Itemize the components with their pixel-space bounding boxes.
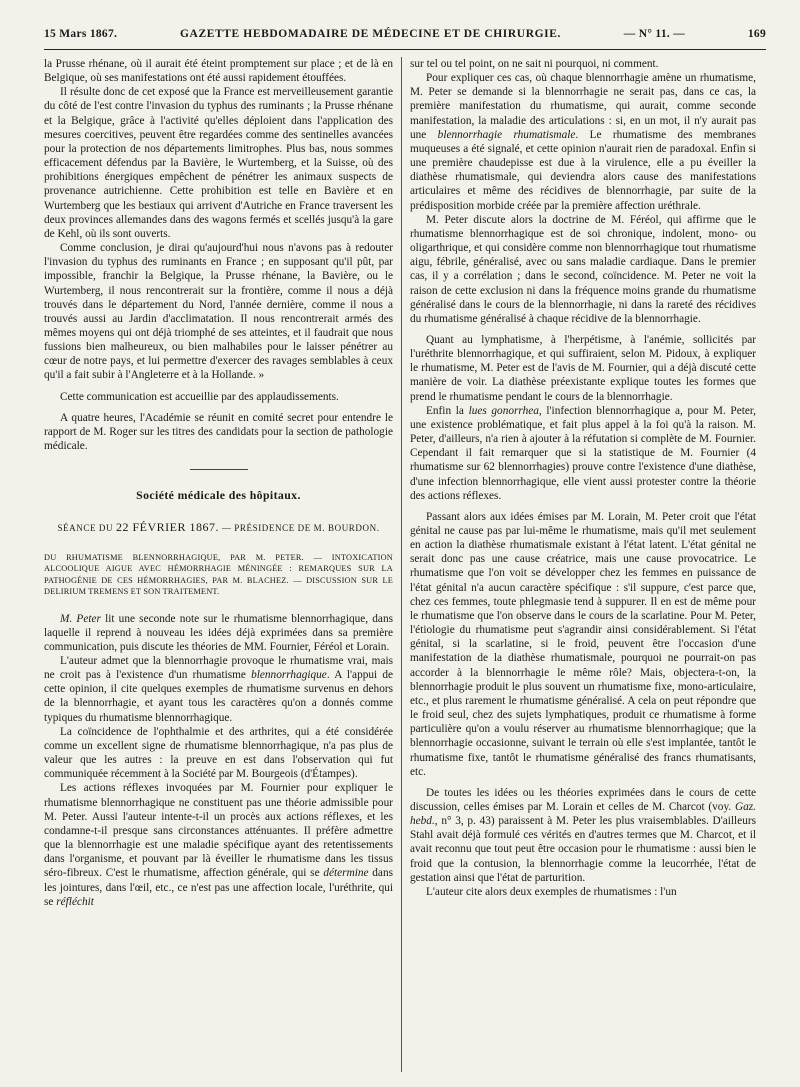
journal-title: GAZETTE HEBDOMADAIRE DE MÉDECINE ET DE CHIRURGIE. bbox=[180, 28, 561, 40]
masthead bbox=[44, 28, 766, 50]
seance-line bbox=[44, 520, 393, 535]
paragraph: Passant alors aux idées émises par M. Lorain, M. Peter croit que l'état génital ne cause pas par lui-même le rhumatisme, mais qu'il met seulement en action la diathèse rhumatismale existant à l'état latent. L'état génital ne serait donc pas une cause créatrice, mais une cause provocatrice. Le rhumatisme que l'on voit se développer chez les femmes en puissance de l'état génital n'a aucun caractère spécifique : s'il suppure, c'est parce que, chez ces femmes, toute phlegmasie tend à suppurer. Il en est de même pour le rhumatisme que l'on observe dans le cours de la scarlatine. Pour M. Peter, l'étiologie du rhumatisme peut s'agrandir ainsi considérablement. Si l'état génital, si la scarlatine, si le froid, peuvent être l'occasion d'une manifestation de la diathèse rhumatismale, pourquoi ne pourrait-on pas accorder à la blennorrhagie le même rôle? Mais, objectera-t-on, la blennorrhagie produit le plus souvent un rhumatisme fixe, mono-articulaire, etc., et plus rarement le rhumatisme généralisé. A cela on peut répondre que le froid seul, chez des sujets lymphatiques, produit ce rhumatisme à forme particulière qu'on a voulu réserver au rhumatisme blennorrhagique; que la blennorrhagie occasionne, suivant le terrain où elle s'est implantée, tantôt le rhumatisme fixe, tantôt le rhumatisme généralisé des francs rhumatisants, etc. bbox=[410, 510, 756, 778]
section-divider bbox=[190, 469, 248, 470]
paragraph: Pour expliquer ces cas, où chaque blennorrhagie amène un rhumatisme, M. Peter se demande si la blennorrhagie ne serait pas, dans ce cas, la première manifestation du rhumatisme, qui aurait, comme seconde manifestation, la maladie des articulations : si, en un mot, il n'y aurait pas une blennorrhagie rhumatismale. Le rhumatisme des membranes muqueuses a été signalé, et cette opinion n'aurait rien de paradoxal. Enfin si une première chaudepisse est due à la virulence, elle a pu éveiller la diathèse rhumatismale, qui deviendra alors cause des manifestations articulaires et même des récidives de blennorrhagie, par suite de la prédisposition morbide créée par la première affection uréthrale. bbox=[410, 72, 756, 212]
seance-suffix: — PRÉSIDENCE DE M. BOURDON. bbox=[218, 523, 380, 534]
speaker-name: M. Peter bbox=[60, 612, 101, 625]
paragraph: Cette communication est accueillie par des applaudissements. bbox=[60, 390, 339, 403]
left-column bbox=[44, 57, 398, 1072]
seance-prefix: SÉANCE DU bbox=[57, 523, 116, 534]
paragraph: la Prusse rhénane, où il aurait été éteint promptement sur place ; et de là en Belgique, où ses manifestations ont été aussi rapidement étouffées. bbox=[44, 58, 393, 85]
paragraph: L'auteur cite alors deux exemples de rhumatismes : l'un bbox=[426, 885, 677, 898]
section-title: Société médicale des hôpitaux. bbox=[136, 488, 301, 503]
right-column bbox=[402, 57, 756, 1072]
paragraph: M. Peter lit une seconde note sur le rhumatisme blennorrhagique, dans laquelle il reprend à nouveau les idées déjà exprimées dans sa première communication, puis discute les théories de MM. Fournier, Féréol et Lorain. bbox=[44, 612, 393, 653]
session-summary: DU RHUMATISME BLENNORRHAGIQUE, PAR M. PETER. — INTOXICATION ALCOOLIQUE AIGUE AVEC HÉMORRHAGIE MÉNINGÉE : REMARQUES SUR LA PATHOGÉNIE DE CES HÉMORRHAGIES, PAR M. BLACHEZ. — DISCUSSION SUR LE DELIRIUM TREMENS ET SON TRAITEMENT. bbox=[44, 552, 393, 597]
page-number: 169 bbox=[747, 28, 766, 40]
journal-page bbox=[44, 28, 766, 1073]
paragraph: Comme conclusion, je dirai qu'aujourd'hui nous n'avons pas à redouter l'invasion du typhus des ruminants en France ; en supposant qu'il pût, par impossible, franchir la Belgique, la Prusse rhénane, la Bavière, ou le Wurtemberg, il nous rencontrerait sur la frontière, comme il nous a déjà trouvés dans le département du Nord, l'année dernière, comme il nous a trouvés aussi au Jardin d'acclimatation. Il nous rencontrerait armés des mêmes moyens qui ont déjà triomphé de ses atteintes, et il faudrait que nous fussions bien malheureux, ou bien malhabiles pour le laisser pénétrer au cœur de notre pays, et lui permettre d'exercer des ravages semblables à ceux qu'il a fait subir à l'Angleterre et à la Hollande. » bbox=[44, 242, 393, 382]
issue-date: 15 Mars 1867. bbox=[44, 28, 118, 40]
paragraph: L'auteur admet que la blennorrhagie provoque le rhumatisme vrai, mais ne croit pas à l'existence d'un rhumatisme blennorrhagique. A l'appui de cette opinion, il cite quelques exemples de rhumatisme survenus en dehors de la blennorrhagie, et ayant tous les caractères qu'on a donnés comme typiques du rhumatisme blennorrhagique. bbox=[44, 655, 393, 724]
paragraph: sur tel ou tel point, on ne sait ni pourquoi, ni comment. bbox=[410, 58, 659, 70]
issue-number: — N° 11. — bbox=[623, 28, 686, 40]
paragraph: Enfin la lues gonorrhea, l'infection blennorrhagique a, pour M. Peter, une existence problématique, et fait plus appel à la foi qu'à la raison. M. Peter, d'ailleurs, n'a rien à ajouter à la réfutation si complète de M. Fournier. Cependant il fait remarquer que si la statistique de M. Fournier (4 rhumatisme sur 62 blennorrhagies) prouve contre l'existence d'une diathèse, d'une infection blennorrhagique, elle vient aussi protester contre la théorie des actions réflexes. bbox=[410, 404, 756, 502]
paragraph: La coïncidence de l'ophthalmie et des arthrites, qui a été considérée comme un excellent signe de rhumatisme blennorrhagique, n'a pas plus de valeur que les autres : la preuve en est dans l'observation qui fut communiquée récemment à la Société par M. Bourgeois (d'Étampes). bbox=[44, 725, 393, 781]
paragraph: Quant au lymphatisme, à l'herpétisme, à l'anémie, sollicités par l'uréthrite blennorrhagique, et qui suffiraient, selon M. Pidoux, à expliquer le rhumatisme, M. Peter est de l'avis de M. Fournier, qui a déjà discuté cette manière de voir. La diathèse préexistante explique toutes les formes que prend le rhumatisme pendant le cours de la blennorrhagie. bbox=[410, 333, 756, 403]
seance-date: 22 FÉVRIER 1867. bbox=[115, 520, 219, 535]
paragraph: Les actions réflexes invoquées par M. Fournier pour expliquer le rhumatisme blennorrhagique ne constituent pas une théorie admissible pour M. Peter. Aussi l'auteur intente-t-il un procès aux actions réflexes, et les condamne-t-il presque sans circonstances atténuantes. Il préfère admettre que la blennorrhagie est une maladie spécifique ayant des retentissements dans l'organisme, et pouvant par là éveiller le rhumatisme dans les tissus séro-fibreux. C'est le rhumatisme, affection générale, qui se détermine dans les jointures, dans l'œil, etc., ce n'est pas une affection locale, l'uréthrite, qui se réfléchit bbox=[44, 782, 393, 908]
paragraph: Il résulte donc de cet exposé que la France est merveilleusement garantie du côté de l'est contre l'invasion du typhus des ruminants ; la Prusse rhénane et la Belgique, grâce à l'activité qu'elles déploient dans l'application des mesures coercitives, peuvent être regardées comme des sentinelles avancées pour la protection de nos départements limitrophes. Plus bas, nous sommes efficacement défendus par la Bavière, le Wurtemberg, et la Suisse, où des prohibitions énergiques empêchent de pénétrer les animaux suspects de provenance autrichienne. Cette prohibition est telle en Bavière et en Wurtemberg que les bestiaux qui arrivent d'Autriche en France traversent les deux provinces allemandes dans des wagons fermés et scellés jusqu'à la gare de Kehl, où ils sont ouverts. bbox=[44, 86, 393, 240]
paragraph: A quatre heures, l'Académie se réunit en comité secret pour entendre le rapport de M. Roger sur les titres des candidats pour la section de pathologie médicale. bbox=[44, 411, 393, 453]
paragraph: De toutes les idées ou les théories exprimées dans le cours de cette discussion, celles émises par M. Lorain et celles de M. Charcot (voy. Gaz. hebd., n° 3, p. 43) paraissent à M. Peter les plus vraisemblables. D'ailleurs Stahl avait déjà formulé ces vérités en d'autres termes que M. Charcot, et il avait reconnu que tout peut être occasion pour le rhumatisme : aussi bien le froid que la contusion, la blennorrhagie comme la leucorrhée, l'état de gestation ainsi que l'état de parturition. bbox=[410, 786, 756, 884]
paragraph: M. Peter discute alors la doctrine de M. Féréol, qui affirme que le rhumatisme blennorrhagique est de soi chronique, indolent, mono- ou oligarthrique, et qui considère comme non blennorrhagique tout rhumatisme aigu, fébrile, généralisé, avec ou sans maladie cardiaque. Dans le premier cas, il y a corrélation ; dans le second, coïncidence. M. Peter ne voit la raison de cette exclusion ni dans la fréquence moins grande du rhumatisme généralisé dans le cours de la blennorrhagie, ni dans la rareté des récidives du rhumatisme généralisé à chaque récidive de la blennorrhagie. bbox=[410, 213, 756, 325]
text-columns bbox=[44, 57, 766, 1072]
